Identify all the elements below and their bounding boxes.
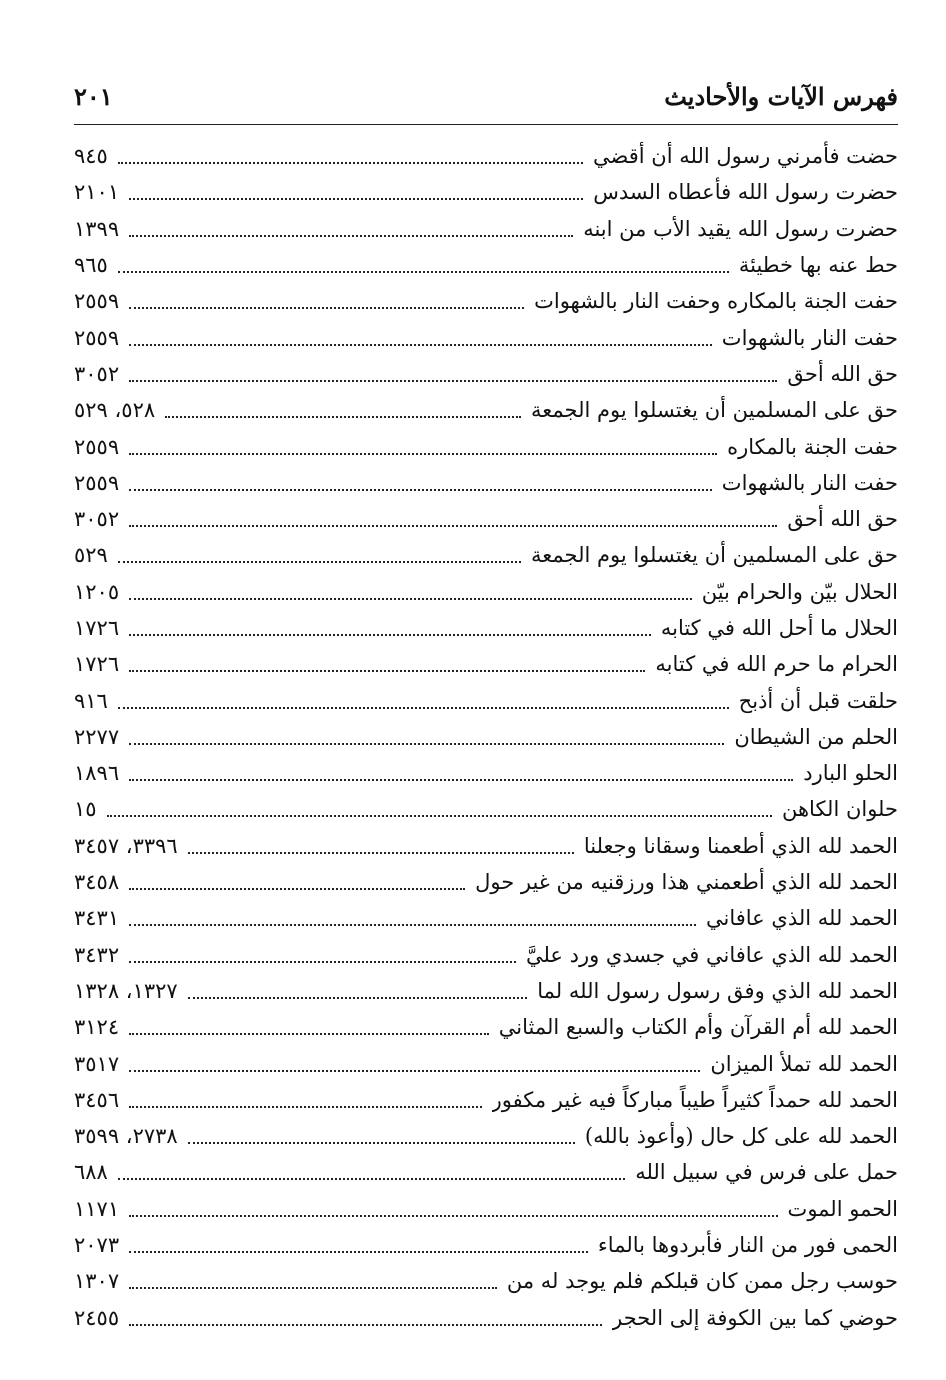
entry-reference: ١٣٩٩ xyxy=(74,216,120,241)
dot-leader xyxy=(129,634,651,636)
index-entry xyxy=(74,973,898,1009)
entry-text: الحلال ما أحل الله في كتابه xyxy=(660,616,898,640)
entry-reference: ٣٤٣١ xyxy=(74,906,120,931)
index-entry xyxy=(74,356,898,392)
page-header xyxy=(74,74,898,118)
dot-leader xyxy=(129,380,777,382)
index-entry xyxy=(74,937,898,973)
dot-leader xyxy=(129,924,696,926)
entry-reference: ١٧٢٦ xyxy=(74,616,120,640)
index-entry xyxy=(74,828,898,864)
entry-reference: ٣١٢٤ xyxy=(74,1015,120,1040)
index-entry xyxy=(74,755,898,791)
entry-text: الحمد لله أم القرآن وأم الكتاب والسبع المثاني xyxy=(498,1015,898,1040)
entry-text: الحمو الموت xyxy=(787,1196,898,1221)
index-entry xyxy=(74,211,898,247)
dot-leader xyxy=(107,815,772,817)
dot-leader xyxy=(129,670,645,672)
entry-reference: ٢٧٣٨، ٣٥٩٩ xyxy=(74,1124,178,1149)
entry-text: الحمد لله حمداً كثيراً طيباً مباركاً فيه غير مكفور xyxy=(491,1087,898,1112)
dot-leader xyxy=(118,162,583,164)
dot-leader xyxy=(129,779,793,781)
entry-reference: ٩٦٥ xyxy=(74,253,108,278)
entry-text: الحمد لله تملأ الميزان xyxy=(710,1051,898,1076)
entry-text: حلقت قبل أن أذبح xyxy=(738,688,898,713)
index-entry xyxy=(74,610,898,646)
entry-text: حضرت رسول الله يقيد الأب من ابنه xyxy=(583,216,898,241)
entry-text: حفت النار بالشهوات xyxy=(721,470,898,495)
index-entry xyxy=(74,682,898,718)
entry-text: حلوان الكاهن xyxy=(781,797,898,822)
index-entry xyxy=(74,174,898,210)
entry-reference: ١٥ xyxy=(74,797,97,822)
entry-text: حضت فأمرني رسول الله أن أقضي xyxy=(593,144,898,169)
entry-text: حق الله أحق xyxy=(787,507,898,532)
entry-reference: ٦٨٨ xyxy=(74,1160,108,1185)
entry-reference: ١٢٠٥ xyxy=(74,579,120,604)
entry-text: حمل على فرس في سبيل الله xyxy=(635,1160,898,1185)
dot-leader xyxy=(118,1178,625,1180)
entry-text: الحلو البارد xyxy=(803,761,898,786)
index-entry xyxy=(74,501,898,537)
dot-leader xyxy=(118,271,729,273)
entry-text: الحمد لله على كل حال (وأعوذ بالله) xyxy=(584,1124,898,1149)
entry-text: حضرت رسول الله فأعطاه السدس xyxy=(593,180,898,205)
entry-text: الحلال بيّن والحرام بيّن xyxy=(701,579,898,604)
dot-leader xyxy=(129,1215,777,1217)
dot-leader xyxy=(129,525,777,527)
index-entry xyxy=(74,1118,898,1154)
entry-reference: ٢٤٥٥ xyxy=(74,1305,120,1330)
entry-text: الحمد لله الذي وفق رسول رسول الله لما xyxy=(537,978,898,1003)
index-entry xyxy=(74,864,898,900)
index-entry xyxy=(74,283,898,319)
dot-leader xyxy=(129,307,524,309)
entry-text: الحمد لله الذي عافاني في جسدي ورد عليَّ xyxy=(525,942,898,967)
entry-text: حوضي كما بين الكوفة إلى الحجر xyxy=(612,1305,898,1330)
dot-leader xyxy=(118,707,729,709)
index-entry xyxy=(74,1154,898,1190)
entry-text: الحمى فور من النار فأبردوها بالماء xyxy=(597,1233,898,1258)
entry-reference: ٢٥٥٩ xyxy=(74,289,120,314)
index-entry xyxy=(74,1082,898,1118)
index-entry xyxy=(74,791,898,827)
index-entry xyxy=(74,537,898,573)
entry-text: حق الله أحق xyxy=(787,361,898,386)
entry-reference: ١٣٠٧ xyxy=(74,1269,120,1294)
index-entry xyxy=(74,465,898,501)
index-entry xyxy=(74,1300,898,1336)
index-entry xyxy=(74,247,898,283)
dot-leader xyxy=(129,1251,588,1253)
index-entry xyxy=(74,1009,898,1045)
entry-reference: ٢٢٧٧ xyxy=(74,724,120,749)
entry-reference: ٢٠٧٣ xyxy=(74,1233,120,1258)
index-entry xyxy=(74,138,898,174)
entry-text: حق على المسلمين أن يغتسلوا يوم الجمعة xyxy=(530,543,898,568)
entry-reference: ٣٤٥٨ xyxy=(74,870,120,895)
dot-leader xyxy=(118,561,521,563)
index-entry xyxy=(74,1263,898,1299)
entry-text: حق على المسلمين أن يغتسلوا يوم الجمعة xyxy=(530,398,898,423)
dot-leader xyxy=(129,1070,700,1072)
entry-reference: ٣٤٣٢ xyxy=(74,942,120,967)
entry-text: حفت النار بالشهوات xyxy=(721,325,898,350)
dot-leader xyxy=(188,852,574,854)
index-entry xyxy=(74,319,898,355)
dot-leader xyxy=(129,1106,482,1108)
dot-leader xyxy=(188,1142,575,1144)
index-entry xyxy=(74,1045,898,1081)
entry-reference: ٣٣٩٦، ٣٤٥٧ xyxy=(74,833,178,858)
index-entry xyxy=(74,1227,898,1263)
entry-reference: ٢٥٥٩ xyxy=(74,470,120,495)
entry-reference: ٥٢٨، ٥٢٩ xyxy=(74,398,156,423)
entry-reference: ٥٢٩ xyxy=(74,543,108,568)
dot-leader xyxy=(129,489,712,491)
dot-leader xyxy=(129,1324,602,1326)
dot-leader xyxy=(129,961,516,963)
index-entry xyxy=(74,574,898,610)
dot-leader xyxy=(165,416,521,418)
entry-text: الحمد لله الذي أطعمنا وسقانا وجعلنا xyxy=(583,833,898,858)
index-entry xyxy=(74,428,898,464)
entry-text: الحمد لله الذي عافاني xyxy=(706,906,898,931)
entry-reference: ١٨٩٦ xyxy=(74,761,120,786)
entry-text: حفت الجنة بالمكاره وحفت النار بالشهوات xyxy=(534,289,898,314)
entry-text: الحمد لله الذي أطعمني هذا ورزقنيه من غير حول xyxy=(475,870,898,895)
entry-reference: ٢٥٥٩ xyxy=(74,434,120,459)
index-entry xyxy=(74,392,898,428)
entry-reference: ٩١٦ xyxy=(74,688,108,713)
index-entry xyxy=(74,1191,898,1227)
entry-reference: ١٣٢٧، ١٣٢٨ xyxy=(74,978,178,1003)
entry-text: حفت الجنة بالمكاره xyxy=(727,434,898,459)
entry-reference: ٣٥١٧ xyxy=(74,1051,120,1076)
running-title: فهرس الآيات والأحاديث xyxy=(664,81,898,111)
entry-reference: ٣٤٥٦ xyxy=(74,1087,120,1112)
dot-leader xyxy=(188,997,528,999)
index-entry xyxy=(74,900,898,936)
dot-leader xyxy=(129,743,724,745)
entry-reference: ٢٥٥٩ xyxy=(74,325,120,350)
page-number: ٢٠١ xyxy=(74,81,113,111)
entry-reference: ٣٠٥٢ xyxy=(74,507,120,532)
dot-leader xyxy=(129,1033,489,1035)
dot-leader xyxy=(129,198,583,200)
header-rule xyxy=(74,124,898,125)
entry-reference: ١٧٢٦ xyxy=(74,652,120,677)
entry-reference: ٣٠٥٢ xyxy=(74,361,120,386)
dot-leader xyxy=(129,598,692,600)
entry-reference: ٩٤٥ xyxy=(74,144,108,169)
dot-leader xyxy=(129,235,573,237)
entry-text: الحلم من الشيطان xyxy=(734,724,898,749)
index-entry xyxy=(74,646,898,682)
dot-leader xyxy=(129,344,712,346)
dot-leader xyxy=(129,1287,497,1289)
dot-leader xyxy=(129,888,465,890)
entry-text: حوسب رجل ممن كان قبلكم فلم يوجد له من xyxy=(506,1269,898,1294)
entry-reference: ٢١٠١ xyxy=(74,180,120,205)
index-list xyxy=(74,138,898,1336)
index-entry xyxy=(74,719,898,755)
entry-reference: ١١٧١ xyxy=(74,1196,120,1221)
dot-leader xyxy=(129,453,717,455)
entry-text: حط عنه بها خطيئة xyxy=(738,253,898,278)
entry-text: الحرام ما حرم الله في كتابه xyxy=(655,652,898,677)
